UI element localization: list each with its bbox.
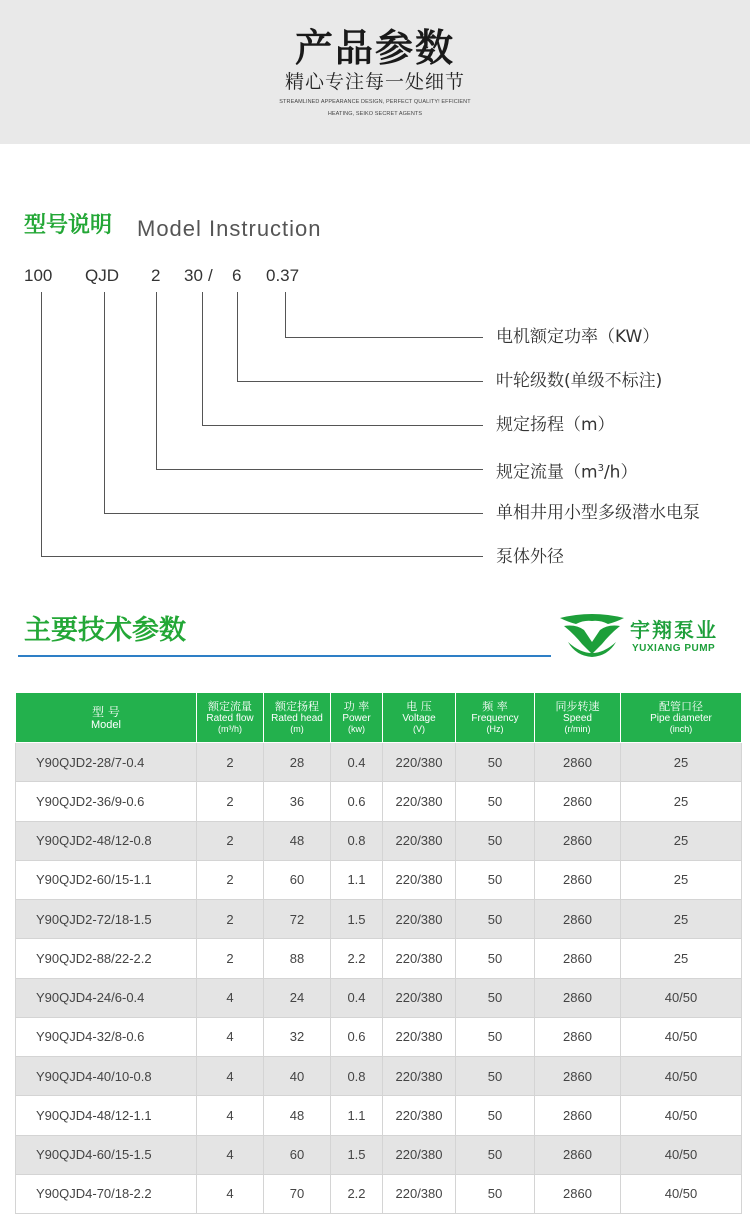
header-voltage <box>383 693 456 743</box>
table-row <box>16 1135 742 1174</box>
table-row <box>16 939 742 978</box>
cell-power: 0.8 <box>331 821 383 860</box>
cell-rated-head: 32 <box>264 1017 331 1056</box>
desc-flow-exponent: 3 <box>597 463 604 474</box>
cell-frequency: 50 <box>456 1096 535 1135</box>
cell-power: 0.4 <box>331 978 383 1017</box>
cell-rated-flow: 4 <box>197 1135 264 1174</box>
cell-pipe-diameter: 40/50 <box>621 1135 742 1174</box>
table-header-row <box>16 693 742 743</box>
specs-title-underline <box>18 655 551 657</box>
header-model <box>16 693 197 743</box>
header-rated-flow <box>197 693 264 743</box>
desc-flow <box>496 458 637 484</box>
brand-name-cn: 宇翔泵业 <box>630 618 718 642</box>
code-diameter: 100 <box>24 266 53 285</box>
cell-rated-flow: 4 <box>197 1017 264 1056</box>
cell-power: 1.5 <box>331 900 383 939</box>
cell-power: 2.2 <box>331 1174 383 1213</box>
header-en: Pipe diameter <box>650 713 712 724</box>
leader-line-diameter <box>42 292 484 557</box>
cell-rated-flow: 4 <box>197 1174 264 1213</box>
cell-model: Y90QJD2-88/22-2.2 <box>16 939 197 978</box>
cell-frequency: 50 <box>456 1174 535 1213</box>
cell-frequency: 50 <box>456 939 535 978</box>
header-en: Rated flow <box>206 713 254 724</box>
cell-pipe-diameter: 25 <box>621 782 742 821</box>
cell-power: 0.8 <box>331 1057 383 1096</box>
cell-rated-head: 40 <box>264 1057 331 1096</box>
cell-model: Y90QJD2-72/18-1.5 <box>16 900 197 939</box>
header-en: Speed <box>563 713 592 724</box>
cell-power: 0.6 <box>331 1017 383 1056</box>
table-row <box>16 743 742 782</box>
desc-diameter: 泵体外径 <box>496 547 564 567</box>
header-unit: (Hz) <box>486 724 504 734</box>
cell-model: Y90QJD4-60/15-1.5 <box>16 1135 197 1174</box>
cell-model: Y90QJD2-28/7-0.4 <box>16 743 197 782</box>
desc-flow-text: 规定流量（m <box>496 462 598 483</box>
cell-pipe-diameter: 25 <box>621 860 742 899</box>
code-power: 0.37 <box>266 266 300 285</box>
cell-voltage: 220/380 <box>383 939 456 978</box>
cell-pipe-diameter: 40/50 <box>621 1174 742 1213</box>
header-rated-head <box>264 693 331 743</box>
cell-voltage: 220/380 <box>383 1057 456 1096</box>
table-row <box>16 1017 742 1056</box>
cell-voltage: 220/380 <box>383 900 456 939</box>
cell-pipe-diameter: 25 <box>621 900 742 939</box>
cell-power: 1.1 <box>331 860 383 899</box>
cell-speed: 2860 <box>535 782 621 821</box>
cell-voltage: 220/380 <box>383 978 456 1017</box>
cell-frequency: 50 <box>456 1017 535 1056</box>
table-row <box>16 1174 742 1213</box>
cell-rated-head: 24 <box>264 978 331 1017</box>
model-code-diagram <box>0 0 750 580</box>
cell-voltage: 220/380 <box>383 821 456 860</box>
cell-pipe-diameter: 25 <box>621 821 742 860</box>
spec-table-body <box>16 743 742 1214</box>
cell-speed: 2860 <box>535 1017 621 1056</box>
cell-voltage: 220/380 <box>383 1174 456 1213</box>
table-row <box>16 978 742 1017</box>
brand-name-en: YUXIANG PUMP <box>632 643 716 654</box>
cell-pipe-diameter: 25 <box>621 939 742 978</box>
cell-rated-flow: 2 <box>197 939 264 978</box>
cell-frequency: 50 <box>456 743 535 782</box>
header-pipe-diameter <box>621 693 742 743</box>
header-cn: 额定流量 <box>208 700 252 713</box>
table-row <box>16 1096 742 1135</box>
cell-pipe-diameter: 40/50 <box>621 1096 742 1135</box>
header-en: Voltage <box>402 713 436 724</box>
cell-rated-flow: 4 <box>197 978 264 1017</box>
code-type: QJD <box>85 266 119 285</box>
cell-voltage: 220/380 <box>383 1017 456 1056</box>
cell-rated-flow: 2 <box>197 782 264 821</box>
leader-line-type <box>105 292 484 514</box>
cell-rated-head: 48 <box>264 821 331 860</box>
cell-pipe-diameter: 40/50 <box>621 1017 742 1056</box>
cell-speed: 2860 <box>535 939 621 978</box>
cell-rated-head: 48 <box>264 1096 331 1135</box>
model-instruction-title-cn: 型号说明 <box>24 213 113 238</box>
cell-model: Y90QJD4-40/10-0.8 <box>16 1057 197 1096</box>
cell-model: Y90QJD4-70/18-2.2 <box>16 1174 197 1213</box>
header-power <box>331 693 383 743</box>
leader-line-head <box>203 292 484 426</box>
header-unit: (r/min) <box>564 724 591 734</box>
brand-logo-icon <box>558 612 626 658</box>
desc-type: 单相井用小型多级潜水电泵 <box>496 503 700 523</box>
header-cn: 电 压 <box>406 700 432 713</box>
table-row <box>16 900 742 939</box>
cell-frequency: 50 <box>456 900 535 939</box>
header-en: Power <box>342 713 371 724</box>
cell-power: 0.4 <box>331 743 383 782</box>
leader-line-flow <box>157 292 484 470</box>
cell-model: Y90QJD2-36/9-0.6 <box>16 782 197 821</box>
header-frequency <box>456 693 535 743</box>
cell-voltage: 220/380 <box>383 1096 456 1135</box>
header-cn: 频 率 <box>482 700 508 713</box>
header-speed <box>535 693 621 743</box>
english-tagline-2: HEATING, SEIKO SECRET AGENTS <box>327 111 423 117</box>
desc-head: 规定扬程（m） <box>496 415 615 435</box>
desc-stages: 叶轮级数(单级不标注) <box>496 371 663 391</box>
cell-rated-head: 60 <box>264 1135 331 1174</box>
cell-voltage: 220/380 <box>383 782 456 821</box>
cell-frequency: 50 <box>456 782 535 821</box>
header-en: Rated head <box>271 713 323 724</box>
cell-speed: 2860 <box>535 860 621 899</box>
header-unit: (m³/h) <box>218 724 242 734</box>
spec-table <box>15 692 742 1214</box>
cell-frequency: 50 <box>456 860 535 899</box>
cell-frequency: 50 <box>456 1135 535 1174</box>
cell-power: 1.5 <box>331 1135 383 1174</box>
cell-model: Y90QJD4-24/6-0.4 <box>16 978 197 1017</box>
cell-pipe-diameter: 40/50 <box>621 1057 742 1096</box>
cell-rated-flow: 2 <box>197 821 264 860</box>
desc-power: 电机额定功率（KW） <box>496 327 660 347</box>
cell-rated-head: 72 <box>264 900 331 939</box>
header-unit: (inch) <box>669 724 693 734</box>
cell-rated-head: 88 <box>264 939 331 978</box>
header-unit: (kw) <box>348 724 365 734</box>
cell-speed: 2860 <box>535 1174 621 1213</box>
code-flow: 2 <box>151 266 161 285</box>
model-instruction-title-en: Model Instruction <box>137 216 322 241</box>
code-head: 30 <box>184 266 203 285</box>
leader-line-stages <box>238 292 484 382</box>
cell-rated-flow: 2 <box>197 900 264 939</box>
cell-speed: 2860 <box>535 821 621 860</box>
cell-speed: 2860 <box>535 1135 621 1174</box>
cell-rated-head: 36 <box>264 782 331 821</box>
cell-rated-head: 60 <box>264 860 331 899</box>
page-title: 产品参数 <box>294 26 455 70</box>
cell-model: Y90QJD4-48/12-1.1 <box>16 1096 197 1135</box>
desc-flow-unit: /h） <box>603 462 638 483</box>
cell-power: 2.2 <box>331 939 383 978</box>
leader-line-power <box>286 292 484 338</box>
cell-speed: 2860 <box>535 900 621 939</box>
cell-frequency: 50 <box>456 821 535 860</box>
cell-voltage: 220/380 <box>383 860 456 899</box>
cell-model: Y90QJD4-32/8-0.6 <box>16 1017 197 1056</box>
cell-rated-flow: 4 <box>197 1096 264 1135</box>
header-unit: (V) <box>413 724 425 734</box>
header-cn: 型 号 <box>92 704 120 719</box>
english-tagline-1: STREAMLINED APPEARANCE DESIGN, PERFECT QUALITY! EFFICIENT <box>279 99 471 105</box>
table-row <box>16 821 742 860</box>
table-row <box>16 782 742 821</box>
cell-speed: 2860 <box>535 1096 621 1135</box>
header-unit: (m) <box>290 724 304 734</box>
cell-rated-head: 70 <box>264 1174 331 1213</box>
header-cn: 配管口径 <box>659 700 703 713</box>
cell-model: Y90QJD2-60/15-1.1 <box>16 860 197 899</box>
table-row <box>16 1057 742 1096</box>
cell-rated-flow: 2 <box>197 743 264 782</box>
cell-rated-flow: 2 <box>197 860 264 899</box>
cell-speed: 2860 <box>535 978 621 1017</box>
cell-model: Y90QJD2-48/12-0.8 <box>16 821 197 860</box>
cell-speed: 2860 <box>535 1057 621 1096</box>
cell-frequency: 50 <box>456 978 535 1017</box>
cell-frequency: 50 <box>456 1057 535 1096</box>
table-row <box>16 860 742 899</box>
header-en: Model <box>91 718 121 731</box>
code-slash: / <box>208 266 213 285</box>
cell-power: 0.6 <box>331 782 383 821</box>
cell-power: 1.1 <box>331 1096 383 1135</box>
header-cn: 额定扬程 <box>275 700 319 713</box>
header-en: Frequency <box>471 713 519 724</box>
page-subtitle: 精心专注每一处细节 <box>284 71 465 93</box>
cell-voltage: 220/380 <box>383 1135 456 1174</box>
cell-rated-flow: 4 <box>197 1057 264 1096</box>
cell-voltage: 220/380 <box>383 743 456 782</box>
specs-title: 主要技术参数 <box>24 615 186 646</box>
cell-speed: 2860 <box>535 743 621 782</box>
cell-rated-head: 28 <box>264 743 331 782</box>
cell-pipe-diameter: 25 <box>621 743 742 782</box>
code-stages: 6 <box>232 266 242 285</box>
cell-pipe-diameter: 40/50 <box>621 978 742 1017</box>
header-cn: 功 率 <box>343 700 370 713</box>
header-cn: 同步转速 <box>555 700 600 713</box>
